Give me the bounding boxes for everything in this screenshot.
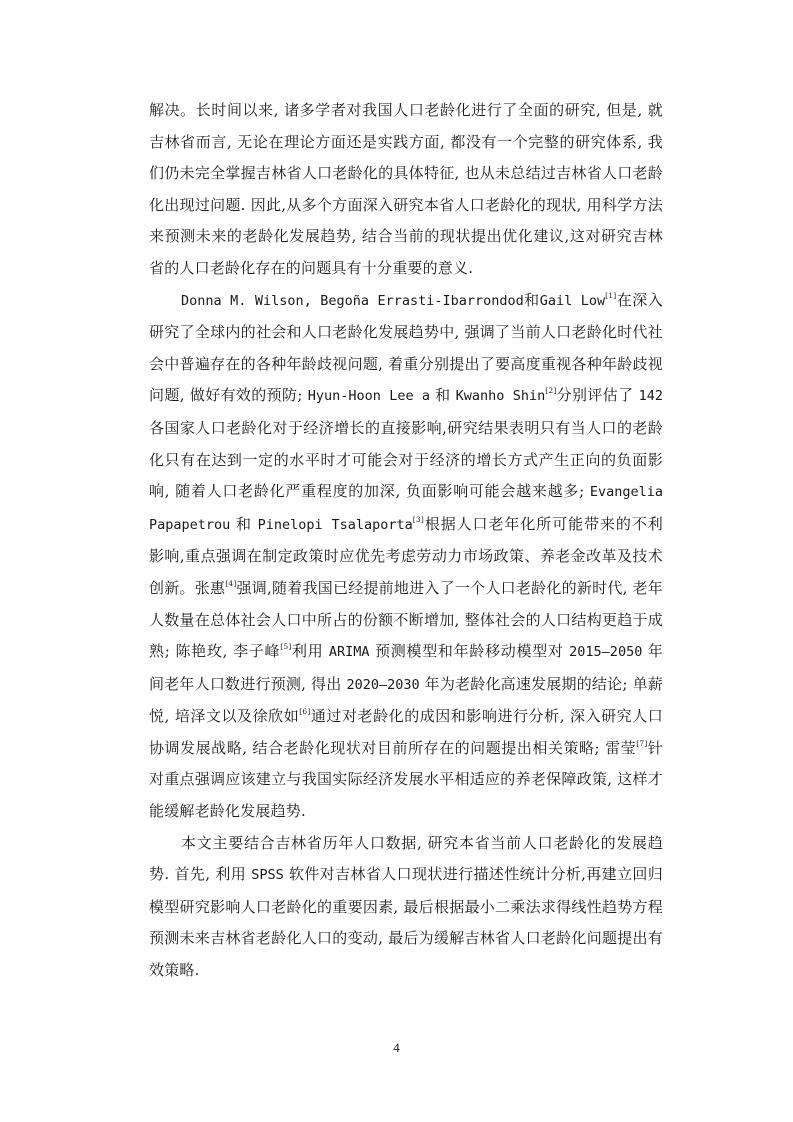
latin-text: Kwanho Shin: [455, 388, 546, 405]
latin-text: Donna M. Wilson, Begoña Errasti-Ibarrondod: [181, 292, 524, 309]
citation-marker: [1]: [605, 290, 617, 300]
latin-text: Evangelia Papapetrou: [149, 484, 663, 533]
text-run: 和: [230, 514, 258, 533]
text-run: 各国家人口老龄化对于经济增长的直接影响,研究结果表明只有当人口的老龄化只有在达到一定的水平时才可能会对于经济的增长方式产生正向的负面影响, 随着人口老龄化严重程度的加深, 负面影响可能会越来越多;: [149, 418, 663, 501]
citation-marker: [5]: [280, 642, 292, 652]
latin-text: Hyun-Hoon Lee a: [307, 388, 431, 405]
latin-text: ARIMA: [328, 644, 370, 661]
text-run: 在深入研究了全球内的社会和人口老龄化发展趋势中, 强调了当前人口老龄化时代社会中普遍存在的各种年龄歧视问题, 着重分别提出了要高度重视各种年龄歧视问题, 做好有效的预防;: [149, 290, 664, 405]
text-run: 利用: [291, 642, 329, 661]
text-run: 强调,随着我国已经提前地进入了一个人口老龄化的新时代, 老年人数量在总体社会人口中所占的份额不断增加, 整体社会的人口结构更趋于成熟; 陈艳玫, 李子峰: [149, 578, 663, 661]
text-run: 和: [430, 386, 456, 405]
text-run: 解决。长时间以来, 诸多学者对我国人口老龄化进行了全面的研究, 但是, 就吉林省而言, 无论在理论方面还是实践方面, 都没有一个完整的研究体系, 我们仍未完全掌握吉林省人口老龄化的具体特征, 也从未总结过吉林省人口老龄化出现过问题. 因此,从多个方面深入研究本省人口老龄化的现状, 用科学方法来预测未来的老龄化发展趋势, 结合当前的现状提出优化建议,这对研究吉林省的人口老龄化存在的问题具有十分重要的意义.: [149, 101, 663, 277]
body-text: [149, 95, 663, 987]
text-run: 年间老年人口数进行预测, 得出: [149, 642, 664, 693]
citation-marker: [7]: [636, 738, 648, 748]
text-run: 分别评估了: [556, 386, 639, 405]
paragraph: [149, 95, 663, 285]
latin-text: SPSS: [251, 867, 284, 884]
text-run: 根据人口老年化所可能带来的不利影响,重点强调在制定政策时应优先考虑劳动力市场政策、养老金改革及技术创新。张惠: [149, 514, 663, 597]
paragraph: [149, 828, 663, 987]
latin-text: Pinelopi Tsalaporta: [257, 516, 413, 533]
latin-text: 2015—2050: [569, 644, 643, 661]
citation-marker: [3]: [412, 514, 425, 524]
paragraph: [149, 285, 663, 828]
text-run: 通过对老龄化的成因和影响进行分析, 深入研究人口协调发展战略, 结合老龄化现状对目前所存在的问题提出相关策略; 雷莹: [149, 707, 663, 757]
citation-marker: [2]: [545, 386, 557, 396]
page-number: 4: [393, 1040, 400, 1055]
text-run: 软件对吉林省人口现状进行描述性统计分析,再建立回归模型研究影响人口老龄化的重要因素, 最后根据最小二乘法求得线性趋势方程预测未来吉林省老龄化人口的变动, 最后为缓解吉林省人口老龄化问题提出有效策略.: [149, 865, 663, 980]
latin-text: Gail Low: [539, 292, 606, 309]
text-run: 年为老龄化高速发展期的结论; 单薪悦, 培泽文以及徐欣如: [149, 674, 663, 726]
latin-text: 142: [638, 388, 664, 405]
latin-text: 2020—2030: [346, 676, 420, 693]
text-run: 针对重点强调应该建立与我国实际经济发展水平相适应的养老保障政策, 这样才能缓解老龄化发展趋势.: [149, 738, 663, 821]
text-run: 和: [523, 290, 540, 309]
text-run: 预测模型和年龄移动模型对: [369, 642, 570, 661]
citation-marker: [6]: [299, 707, 311, 717]
text-run: 本文主要结合吉林省历年人口数据, 研究本省当前人口老龄化的发展趋势. 首先, 利用: [149, 833, 663, 884]
citation-marker: [4]: [225, 578, 237, 588]
